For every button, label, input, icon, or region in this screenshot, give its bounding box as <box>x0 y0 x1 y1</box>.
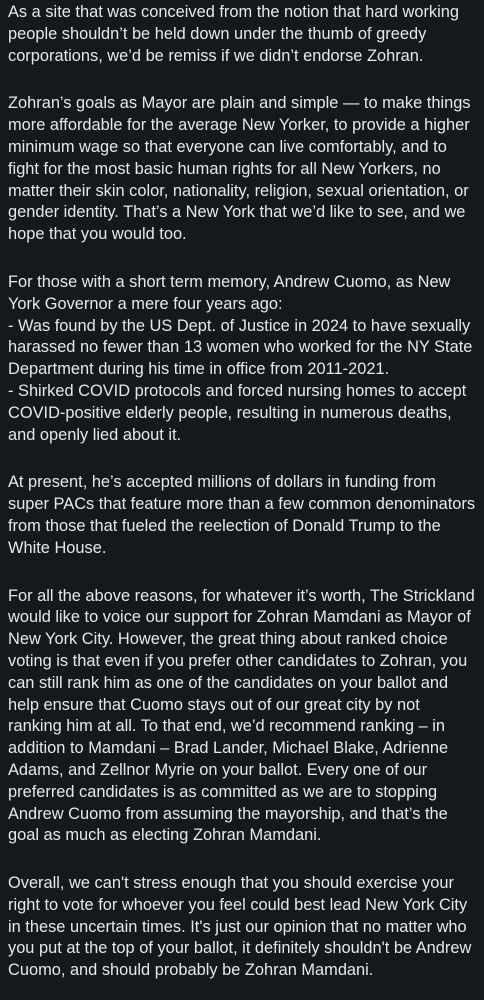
paragraph-goals: Zohran’s goals as Mayor are plain and simple — to make things more affordable for the average New Yorker, to provide a higher minimum wage so that everyone can live comfortably, and to fight for the most basic human rights for all New Yorkers, no matter their skin color, nationality, religion, sexual orientation, or gender identity. That’s a New York that we’d like to see, and we hope that you would too. <box>8 94 471 244</box>
paragraph-intro: As a site that was conceived from the notion that hard working people shouldn’t be held down under the thumb of greedy corporations, we’d be remiss if we didn’t endorse Zohran. <box>8 3 459 65</box>
paragraph-super-pacs: At present, he’s accepted millions of dollars in funding from super PACs that feature more than a few common denominators from those that fueled the reelection of Donald Trump to the White House. <box>8 473 476 557</box>
paragraph-endorsement: For all the above reasons, for whatever it’s worth, The Strickland would like to voice our support for Zohran Mamdani as Mayor of New York City. However, the great thing about ranked choice voting is that even if you prefer other candidates to Zohran, you can still rank him as one of the candidates on your ballot and help ensure that Cuomo stays out of our great city by not ranking him at all. To that end, we’d recommend ranking – in addition to Mamdani – Brad Lander, Michael Blake, Adrienne Adams, and Zellnor Myrie on your ballot. Every one of our preferred candidates is as committed as we are to stopping Andrew Cuomo from assuming the mayorship, and that’s the goal as much as electing Zohran Mamdani. <box>8 586 475 845</box>
paragraph-conclusion: Overall, we can't stress enough that you should exercise your right to vote for whoever you feel could best lead New York City in these uncertain times. It's just our opinion that no matter who you put at the top of your ballot, it definitely shouldn't be Andrew Cuomo, and should probably be Zohran Mamdani. <box>8 874 472 980</box>
paragraph-cuomo-record: For those with a short term memory, Andrew Cuomo, as New York Governor a mere four years ago: - Was found by the US Dept. of Justice in 2024 to have sexually harassed no fewer than 13 women who worked for the NY State Department during his time in office from 2011-2021. - Shirked COVID protocols and forced nursing homes to accept COVID-positive elderly people, resulting in numerous deaths, and openly lied about it. <box>8 272 473 444</box>
